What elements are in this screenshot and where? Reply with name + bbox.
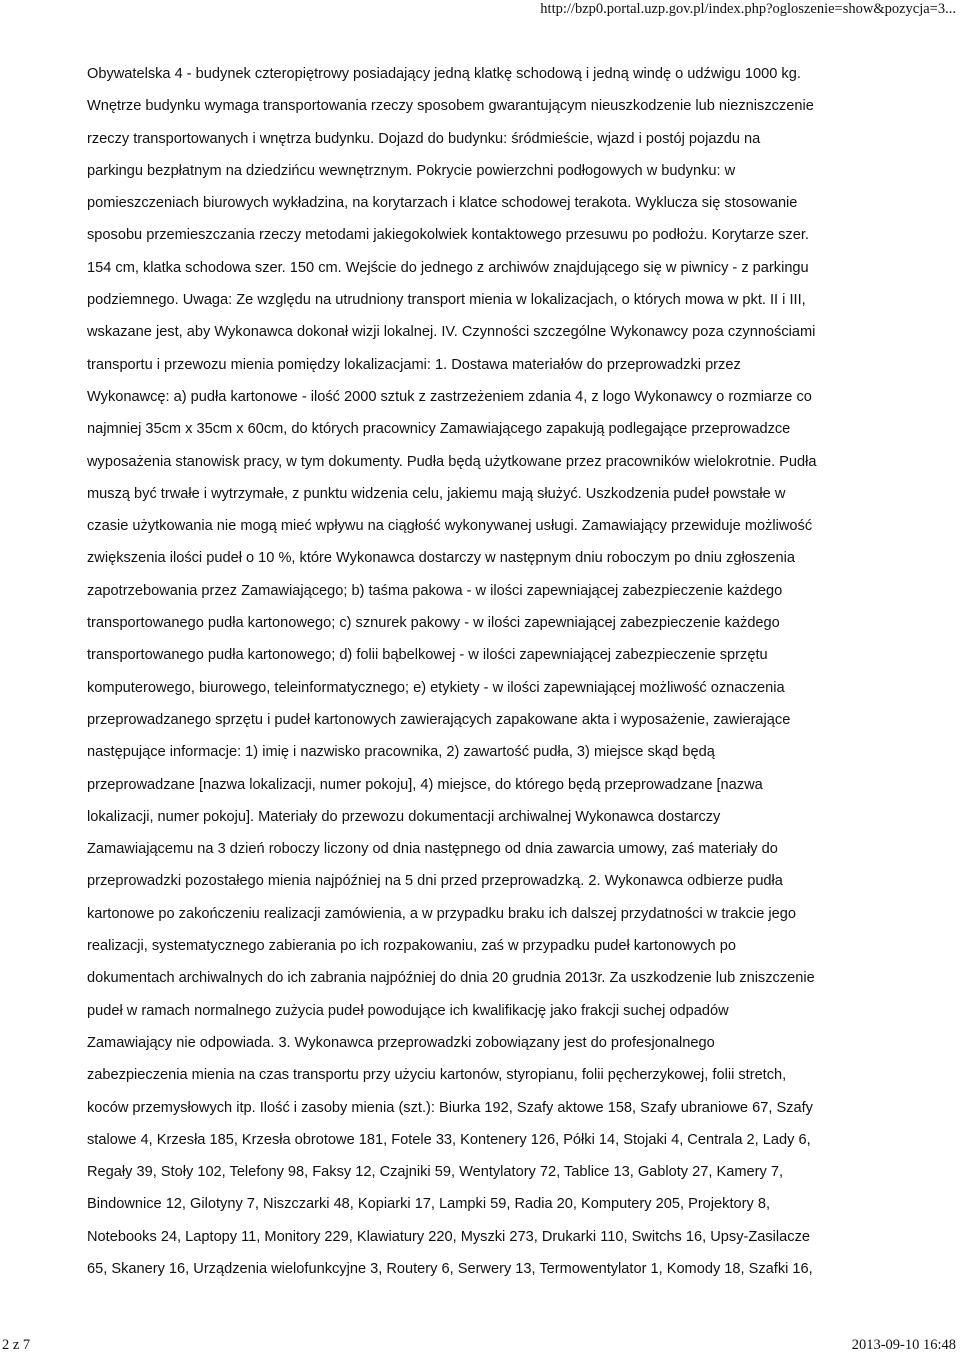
body-line: Notebooks 24, Laptopy 11, Monitory 229, Klawiatury 220, Myszki 273, Drukarki 110, Switchs 16, Upsy-Zasilacze xyxy=(87,1228,810,1245)
body-line: najmniej 35cm x 35cm x 60cm, do których pracownicy Zamawiającego zapakują podlegające przeprowadzce xyxy=(87,421,791,438)
body-line: zwiększenia ilości pudeł o 10 %, które Wykonawca dostarczy w następnym dniu roboczym po dniu zgłoszenia xyxy=(87,550,796,567)
print-datetime: 2013-09-10 16:48 xyxy=(851,1337,956,1353)
body-line: zabezpieczenia mienia na czas transportu przy użyciu kartonów, styropianu, folii pęcherzykowej, folii stretch, xyxy=(87,1067,787,1084)
print-header-url: http://bzp0.portal.uzp.gov.pl/index.php?ogloszenie=show&pozycja=3... xyxy=(540,1,956,17)
body-line: zapotrzebowania przez Zamawiającego; b) taśma pakowa - w ilości zapewniającej zabezpieczenie każdego xyxy=(87,582,783,599)
body-line: Zamawiającemu na 3 dzień roboczy liczony od dnia następnego od dnia zawarcia umowy, zaś materiały do xyxy=(87,841,778,858)
body-line: transportowanego pudła kartonowego; c) sznurek pakowy - w ilości zapewniającej zabezpieczenie każdego xyxy=(87,615,780,632)
document-body xyxy=(87,58,907,1285)
body-line: stalowe 4, Krzesła 185, Krzesła obrotowe 181, Fotele 33, Kontenery 126, Półki 14, Stojaki 4, Centrala 2, Lady 6, xyxy=(87,1131,811,1148)
body-line: transportowanego pudła kartonowego; d) folii bąbelkowej - w ilości zapewniającej zabezpieczenie sprzętu xyxy=(87,647,768,664)
body-line: pudeł w ramach normalnego zużycia pudeł powodujące ich kwalifikację jako frakcji suchej odpadów xyxy=(87,1002,729,1019)
body-line: wskazane jest, aby Wykonawca dokonał wizji lokalnej. IV. Czynności szczególne Wykonawcy poza czynnościami xyxy=(87,324,816,341)
body-line: transportu i przewozu mienia pomiędzy lokalizacjami: 1. Dostawa materiałów do przeprowadzki przez xyxy=(87,356,741,373)
body-line: Zamawiający nie odpowiada. 3. Wykonawca przeprowadzki zobowiązany jest do profesjonalnego xyxy=(87,1034,715,1051)
body-line: muszą być trwałe i wytrzymałe, z punktu widzenia celu, jakiemu mają służyć. Uszkodzenia pudeł powstałe w xyxy=(87,485,786,502)
body-line: przeprowadzanego sprzętu i pudeł kartonowych zawierających zapakowane akta i wyposażenie, zawierające xyxy=(87,711,791,728)
page-number: 2 z 7 xyxy=(2,1337,31,1353)
body-line: przeprowadzki pozostałego mienia najpóźniej na 5 dni przed przeprowadzką. 2. Wykonawca odbierze pudła xyxy=(87,873,783,890)
body-line: koców przemysłowych itp. Ilość i zasoby mienia (szt.): Biurka 192, Szafy aktowe 158, Szafy ubraniowe 67, Szafy xyxy=(87,1099,813,1116)
body-line: Obywatelska 4 - budynek czteropiętrowy posiadający jedną klatkę schodową i jedną windę o udźwigu 1000 kg. xyxy=(87,66,801,82)
body-line: rzeczy transportowanych i wnętrza budynku. Dojazd do budynku: śródmieście, wjazd i postój pojazdu na xyxy=(87,130,761,147)
body-line: Wykonawcę: a) pudła kartonowe - ilość 2000 sztuk z zastrzeżeniem zdania 4, z logo Wykonawcy o rozmiarze co xyxy=(87,388,812,405)
body-line: pomieszczeniach biurowych wykładzina, na korytarzach i klatce schodowej terakota. Wyklucza się stosowanie xyxy=(87,195,798,212)
body-line: następujące informacje: 1) imię i nazwisko pracownika, 2) zawartość pudła, 3) miejsce skąd będą xyxy=(87,744,715,761)
body-line: realizacji, systematycznego zabierania po ich rozpakowaniu, zaś w przypadku pudeł kartonowych po xyxy=(87,938,736,955)
body-line: sposobu przemieszczania rzeczy metodami jakiegokolwiek kontaktowego przesuwu po podłożu. Korytarze szer. xyxy=(87,227,809,244)
body-line: podziemnego. Uwaga: Ze względu na utrudniony transport mienia w lokalizacjach, o których mowa w pkt. II i III, xyxy=(87,292,806,309)
body-line: komputerowego, biurowego, teleinformatycznego; e) etykiety - w ilości zapewniającej możliwość oznaczenia xyxy=(87,679,785,696)
body-line: wyposażenia stanowisk pracy, w tym dokumenty. Pudła będą użytkowane przez pracowników wielokrotnie. Pudła xyxy=(87,453,817,470)
body-line: parkingu bezpłatnym na dziedzińcu wewnętrznym. Pokrycie powierzchni podłogowych w budynku: w xyxy=(87,162,736,179)
body-line: przeprowadzane [nazwa lokalizacji, numer pokoju], 4) miejsce, do którego będą przeprowadzane [nazwa xyxy=(87,776,763,793)
body-line: kartonowe po zakończeniu realizacji zamówienia, a w przypadku braku ich dalszej przydatności w trakcie jego xyxy=(87,905,796,922)
body-line: 65, Skanery 16, Urządzenia wielofunkcyjne 3, Routery 6, Serwery 13, Termowentylator 1, Komody 18, Szafki 16, xyxy=(87,1260,813,1277)
body-line: 154 cm, klatka schodowa szer. 150 cm. Wejście do jednego z archiwów znajdującego się w piwnicy - z parkingu xyxy=(87,259,809,276)
body-line: Wnętrze budynku wymaga transportowania rzeczy sposobem gwarantującym nieuszkodzenie lub niezniszczenie xyxy=(87,98,814,115)
print-footer xyxy=(0,1337,960,1354)
body-line: dokumentach archiwalnych do ich zabrania najpóźniej do dnia 20 grudnia 2013r. Za uszkodzenie lub zniszczenie xyxy=(87,970,815,987)
body-line: Regały 39, Stoły 102, Telefony 98, Faksy 12, Czajniki 59, Wentylatory 72, Tablice 13, Gabloty 27, Kamery 7, xyxy=(87,1164,784,1181)
body-line: lokalizacji, numer pokoju]. Materiały do przewozu dokumentacji archiwalnej Wykonawca dostarczy xyxy=(87,808,721,825)
body-line: Bindownice 12, Gilotyny 7, Niszczarki 48, Kopiarki 17, Lampki 59, Radia 20, Komputery 205, Projektory 8, xyxy=(87,1196,770,1213)
body-line: czasie użytkowania nie mogą mieć wpływu na ciągłość wykonywanej usługi. Zamawiający przewiduje możliwość xyxy=(87,518,813,535)
